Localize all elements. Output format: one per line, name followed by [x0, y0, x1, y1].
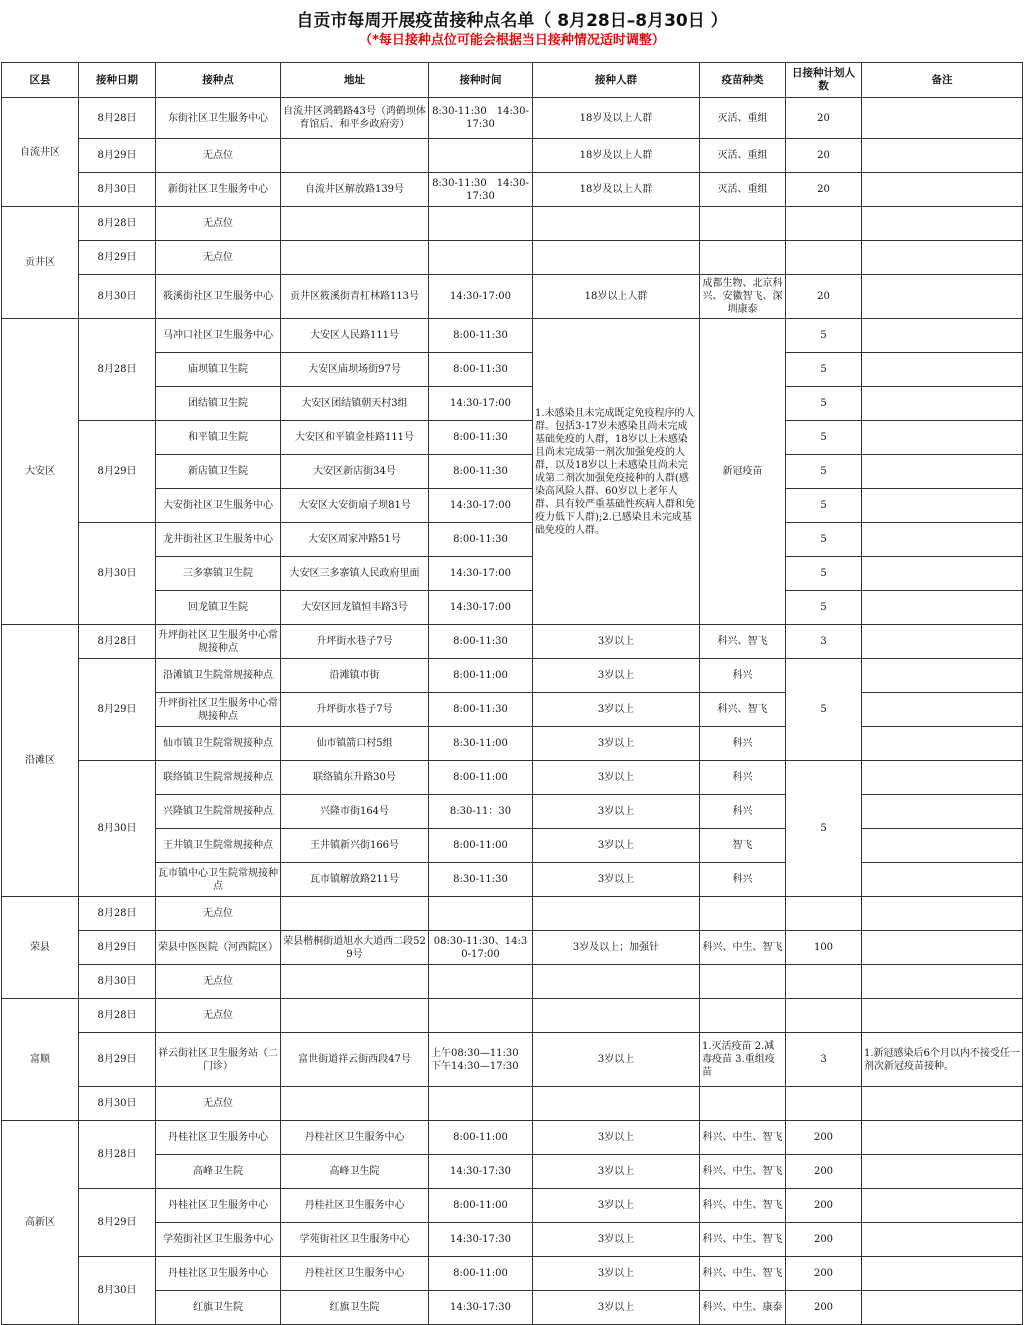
crowd-cell: 18岁及以上人群	[533, 173, 700, 207]
address-cell: 自流井区解放路139号	[281, 173, 429, 207]
crowd-cell: 3岁以上	[533, 1291, 700, 1325]
header-date: 接种日期	[79, 63, 156, 98]
address-cell: 大安区和平镇金桂路111号	[281, 421, 429, 455]
time-cell: 上午08:30—11:30 下午14:30—17:30	[429, 1033, 533, 1087]
site-cell: 和平镇卫生院	[156, 421, 281, 455]
note-cell	[862, 489, 1023, 523]
date-cell: 8月30日	[79, 173, 156, 207]
vaccine-cell: 1.灭活疫苗 2.减毒疫苗 3.重组疫苗	[700, 1033, 786, 1087]
address-cell: 荣县楷桐街道旭水大道西二段529号	[281, 931, 429, 965]
vaccine-cell: 科兴、中生、智飞	[700, 1189, 786, 1223]
count-cell: 100	[786, 931, 862, 965]
date-cell: 8月28日	[79, 207, 156, 241]
date-cell: 8月30日	[79, 523, 156, 625]
table-row	[2, 693, 1023, 727]
note-cell	[862, 319, 1023, 353]
site-cell: 无点位	[156, 207, 281, 241]
header-vaccine: 疫苗种类	[700, 63, 786, 98]
time-cell: 14:30-17:00	[429, 387, 533, 421]
date-cell: 8月28日	[79, 98, 156, 139]
crowd-cell: 3岁以上	[533, 1155, 700, 1189]
site-cell: 无点位	[156, 965, 281, 999]
time-cell: 8:30-11:00	[429, 727, 533, 761]
address-cell: 大安区人民路111号	[281, 319, 429, 353]
time-cell: 14:30-17:00	[429, 591, 533, 625]
count-cell: 5	[786, 489, 862, 523]
table-row	[2, 1121, 1023, 1155]
vaccine-cell: 灭活、重组	[700, 139, 786, 173]
table-row	[2, 659, 1023, 693]
time-cell: 14:30-17:00	[429, 489, 533, 523]
table-row	[2, 795, 1023, 829]
site-cell: 大安街社区卫生服务中心	[156, 489, 281, 523]
time-cell: 8:00-11:30	[429, 625, 533, 659]
time-cell: 14:30-17:30	[429, 1155, 533, 1189]
date-cell: 8月29日	[79, 421, 156, 523]
time-cell: 8:00-11:30	[429, 353, 533, 387]
note-cell	[862, 557, 1023, 591]
table-row	[2, 455, 1023, 489]
address-cell: 王井镇新兴街166号	[281, 829, 429, 863]
crowd-cell: 18岁及以上人群	[533, 98, 700, 139]
note-cell	[862, 659, 1023, 693]
note-cell	[862, 1291, 1023, 1325]
page-subtitle: （*每日接种点位可能会根据当日接种情况适时调整）	[359, 33, 665, 48]
address-cell: 大安区周家冲路51号	[281, 523, 429, 557]
time-cell	[429, 139, 533, 173]
crowd-cell: 3岁以上	[533, 761, 700, 795]
site-cell: 庙坝镇卫生院	[156, 353, 281, 387]
note-cell	[862, 863, 1023, 897]
time-cell: 8:00-11:00	[429, 761, 533, 795]
count-cell: 200	[786, 1121, 862, 1155]
vaccine-cell: 成都生物、北京科兴、安徽智飞、深圳康泰	[700, 275, 786, 319]
crowd-cell: 3岁以上	[533, 1257, 700, 1291]
time-cell: 8:30-11:30	[429, 863, 533, 897]
address-cell: 大安区团结镇朝天村3组	[281, 387, 429, 421]
vaccine-cell: 科兴	[700, 795, 786, 829]
time-cell: 8:00-11:30	[429, 693, 533, 727]
count-cell: 20	[786, 173, 862, 207]
site-cell: 荣县中医医院（河西院区）	[156, 931, 281, 965]
count-cell: 200	[786, 1223, 862, 1257]
crowd-cell: 3岁以上	[533, 659, 700, 693]
table-row	[2, 387, 1023, 421]
vaccine-cell: 科兴	[700, 659, 786, 693]
table-row	[2, 523, 1023, 557]
page-title: 自贡市每周开展疫苗接种点名单（ 8月28日–8月30日 ）	[296, 11, 728, 31]
site-cell: 丹桂社区卫生服务中心	[156, 1121, 281, 1155]
count-cell: 5	[786, 591, 862, 625]
address-cell: 自流井区鸿鹤路43号（鸿鹤坝体育馆后、和平乡政府旁）	[281, 98, 429, 139]
vaccine-cell: 科兴、中生、智飞	[700, 1121, 786, 1155]
time-cell: 8:00-11:30	[429, 421, 533, 455]
address-cell: 高峰卫生院	[281, 1155, 429, 1189]
note-cell	[862, 523, 1023, 557]
date-cell: 8月28日	[79, 897, 156, 931]
address-cell: 沿滩镇市街	[281, 659, 429, 693]
table-row	[2, 591, 1023, 625]
header-site: 接种点	[156, 63, 281, 98]
time-cell: 8:00-11:00	[429, 1257, 533, 1291]
date-cell: 8月30日	[79, 965, 156, 999]
address-cell: 仙市镇箭口村5组	[281, 727, 429, 761]
count-cell: 20	[786, 98, 862, 139]
table-row	[2, 207, 1023, 241]
address-cell: 大安区庙坝场街97号	[281, 353, 429, 387]
county-cell: 贡井区	[2, 207, 79, 319]
site-cell: 联络镇卫生院常规接种点	[156, 761, 281, 795]
crowd-cell: 3岁以上	[533, 693, 700, 727]
crowd-cell: 3岁以上	[533, 625, 700, 659]
address-cell: 红旗卫生院	[281, 1291, 429, 1325]
site-cell: 瓦市镇中心卫生院常规接种点	[156, 863, 281, 897]
crowd-cell: 3岁以上	[533, 795, 700, 829]
table-row	[2, 173, 1023, 207]
address-cell	[281, 139, 429, 173]
site-cell: 回龙镇卫生院	[156, 591, 281, 625]
count-cell: 20	[786, 275, 862, 319]
address-cell: 贡井区筱溪街青杠林路113号	[281, 275, 429, 319]
table-row	[2, 863, 1023, 897]
table-row	[2, 999, 1023, 1033]
crowd-cell: 18岁以上人群	[533, 275, 700, 319]
time-cell: 8:00-11:30	[429, 319, 533, 353]
table-row	[2, 1155, 1023, 1189]
note-cell	[862, 693, 1023, 727]
county-cell: 自流井区	[2, 98, 79, 207]
crowd-cell: 18岁及以上人群	[533, 139, 700, 173]
address-cell: 大安区回龙镇恒丰路3号	[281, 591, 429, 625]
vaccine-cell: 科兴、中生、智飞	[700, 931, 786, 965]
site-cell: 新街社区卫生服务中心	[156, 173, 281, 207]
address-cell: 丹桂社区卫生服务中心	[281, 1257, 429, 1291]
count-cell: 5	[786, 319, 862, 353]
date-cell: 8月28日	[79, 1121, 156, 1189]
note-cell	[862, 931, 1023, 965]
note-cell	[862, 98, 1023, 139]
note-cell	[862, 1223, 1023, 1257]
count-cell: 5	[786, 353, 862, 387]
address-cell: 丹桂社区卫生服务中心	[281, 1121, 429, 1155]
note-cell	[862, 1155, 1023, 1189]
site-cell: 无点位	[156, 1087, 281, 1121]
site-cell: 新店镇卫生院	[156, 455, 281, 489]
crowd-cell: 3岁以上	[533, 1121, 700, 1155]
county-cell: 大安区	[2, 319, 79, 625]
vaccine-cell: 科兴、中生、康泰	[700, 1291, 786, 1325]
vaccine-cell: 科兴	[700, 863, 786, 897]
count-cell: 200	[786, 1155, 862, 1189]
site-cell: 沿滩镇卫生院常规接种点	[156, 659, 281, 693]
address-cell: 大安区新店街34号	[281, 455, 429, 489]
table-row	[2, 241, 1023, 275]
count-cell: 200	[786, 1291, 862, 1325]
crowd-cell: 3岁以上	[533, 829, 700, 863]
crowd-cell: 1.未感染且未完成既定免疫程序的人群。包括3-17岁未感染且尚未完成基础免疫的人群，18岁以上未感染且尚未完成第一剂次加强免疫的人群，以及18岁以上未感染且尚未完成第二剂次加强免疫接种的人群(感染高风险人群、60岁以上老年人群、具有较严重基础性疾病人群和免疫力低下人群);2.已感染且未完成基础免疫的人群。	[533, 319, 700, 625]
note-cell	[862, 387, 1023, 421]
county-cell: 沿滩区	[2, 625, 79, 897]
time-cell: 14:30-17:30	[429, 1291, 533, 1325]
date-cell: 8月28日	[79, 999, 156, 1033]
site-cell: 龙井街社区卫生服务中心	[156, 523, 281, 557]
table-row	[2, 727, 1023, 761]
time-cell: 14:30-17:00	[429, 275, 533, 319]
site-cell: 三多寨镇卫生院	[156, 557, 281, 591]
site-cell: 无点位	[156, 999, 281, 1033]
header-crowd: 接种人群	[533, 63, 700, 98]
note-cell: 1.新冠感染后6个月以内不接受任一剂次新冠疫苗接种。	[862, 1033, 1023, 1087]
count-cell: 200	[786, 1257, 862, 1291]
vaccine-cell: 科兴	[700, 761, 786, 795]
time-cell: 8:30-11：30	[429, 795, 533, 829]
address-cell: 联络镇东升路30号	[281, 761, 429, 795]
address-cell: 兴隆市街164号	[281, 795, 429, 829]
site-cell: 学苑街社区卫生服务中心	[156, 1223, 281, 1257]
table-row	[2, 829, 1023, 863]
count-cell: 5	[786, 455, 862, 489]
time-cell: 8:00-11:30	[429, 523, 533, 557]
table-row	[2, 139, 1023, 173]
vaccine-cell: 灭活、重组	[700, 173, 786, 207]
site-cell: 高峰卫生院	[156, 1155, 281, 1189]
site-cell: 东街社区卫生服务中心	[156, 98, 281, 139]
table-row	[2, 557, 1023, 591]
vaccine-cell: 科兴、中生、智飞	[700, 1257, 786, 1291]
note-cell	[862, 173, 1023, 207]
date-cell: 8月29日	[79, 659, 156, 761]
note-cell	[862, 591, 1023, 625]
date-cell: 8月30日	[79, 275, 156, 319]
header	[0, 0, 1024, 62]
note-cell	[862, 795, 1023, 829]
vaccine-cell: 科兴、中生、智飞	[700, 1223, 786, 1257]
vaccine-cell: 智飞	[700, 829, 786, 863]
note-cell	[862, 829, 1023, 863]
site-cell: 红旗卫生院	[156, 1291, 281, 1325]
table-row	[2, 1087, 1023, 1121]
count-cell: 5	[786, 557, 862, 591]
site-cell: 无点位	[156, 139, 281, 173]
site-cell: 祥云街社区卫生服务站（二门诊）	[156, 1033, 281, 1087]
table-row	[2, 897, 1023, 931]
time-cell: 08:30-11:30、14:30-17:00	[429, 931, 533, 965]
site-cell: 筱溪街社区卫生服务中心	[156, 275, 281, 319]
date-cell: 8月29日	[79, 139, 156, 173]
county-cell: 荣县	[2, 897, 79, 999]
time-cell: 14:30-17:00	[429, 557, 533, 591]
site-cell: 升坪街社区卫生服务中心常规接种点	[156, 625, 281, 659]
vaccine-cell: 灭活、重组	[700, 98, 786, 139]
table-row	[2, 489, 1023, 523]
crowd-cell: 3岁以上	[533, 1189, 700, 1223]
address-cell: 升坪街水巷子7号	[281, 693, 429, 727]
date-cell: 8月29日	[79, 1189, 156, 1257]
vaccine-cell: 科兴、中生、智飞	[700, 1155, 786, 1189]
count-cell: 200	[786, 1189, 862, 1223]
site-cell: 无点位	[156, 241, 281, 275]
time-cell: 8:30-11:30 14:30-17:30	[429, 173, 533, 207]
count-cell: 5	[786, 421, 862, 455]
site-cell: 王井镇卫生院常规接种点	[156, 829, 281, 863]
time-cell: 8:00-11:30	[429, 455, 533, 489]
note-cell	[862, 421, 1023, 455]
count-cell: 3	[786, 625, 862, 659]
note-cell	[862, 1121, 1023, 1155]
count-cell: 3	[786, 1033, 862, 1087]
address-cell: 升坪街水巷子7号	[281, 625, 429, 659]
note-cell	[862, 353, 1023, 387]
date-cell: 8月29日	[79, 1033, 156, 1087]
time-cell: 14:30-17:30	[429, 1223, 533, 1257]
vaccine-cell: 科兴	[700, 727, 786, 761]
header-time: 接种时间	[429, 63, 533, 98]
crowd-cell: 3岁及以上；加强针	[533, 931, 700, 965]
vaccine-cell: 科兴、智飞	[700, 625, 786, 659]
note-cell	[862, 625, 1023, 659]
table-row	[2, 761, 1023, 795]
count-cell: 5	[786, 659, 862, 761]
site-cell: 马冲口社区卫生服务中心	[156, 319, 281, 353]
crowd-cell: 3岁以上	[533, 863, 700, 897]
time-cell: 8:00-11:00	[429, 1121, 533, 1155]
crowd-cell: 3岁以上	[533, 1223, 700, 1257]
count-cell: 5	[786, 523, 862, 557]
vaccine-cell: 科兴、智飞	[700, 693, 786, 727]
note-cell	[862, 1189, 1023, 1223]
date-cell: 8月30日	[79, 761, 156, 897]
date-cell: 8月29日	[79, 241, 156, 275]
vaccination-table	[1, 62, 1023, 1325]
table-row	[2, 319, 1023, 353]
date-cell: 8月30日	[79, 1257, 156, 1325]
time-cell: 8:30-11:30 14:30-17:30	[429, 98, 533, 139]
table-row	[2, 1291, 1023, 1325]
site-cell: 无点位	[156, 897, 281, 931]
time-cell: 8:00-11:00	[429, 1189, 533, 1223]
table-row	[2, 98, 1023, 139]
note-cell	[862, 275, 1023, 319]
county-cell: 富顺	[2, 999, 79, 1121]
county-cell: 高新区	[2, 1121, 79, 1325]
count-cell: 5	[786, 387, 862, 421]
site-cell: 丹桂社区卫生服务中心	[156, 1189, 281, 1223]
crowd-cell: 3岁以上	[533, 1033, 700, 1087]
crowd-cell: 3岁以上	[533, 727, 700, 761]
table-row	[2, 421, 1023, 455]
header-address: 地址	[281, 63, 429, 98]
date-cell: 8月30日	[79, 1087, 156, 1121]
header-count: 日接种计划人数	[786, 63, 862, 98]
address-cell: 学苑街社区卫生服务中心	[281, 1223, 429, 1257]
table-row	[2, 625, 1023, 659]
address-cell: 大安区大安街扇子坝81号	[281, 489, 429, 523]
date-cell: 8月28日	[79, 319, 156, 421]
address-cell: 富世街道祥云街西段47号	[281, 1033, 429, 1087]
time-cell: 8:00-11:00	[429, 659, 533, 693]
note-cell	[862, 455, 1023, 489]
table-row	[2, 1189, 1023, 1223]
date-cell: 8月28日	[79, 625, 156, 659]
table-row	[2, 1257, 1023, 1291]
note-cell	[862, 1257, 1023, 1291]
note-cell	[862, 139, 1023, 173]
table-row	[2, 1223, 1023, 1257]
table-row	[2, 353, 1023, 387]
address-cell: 瓦市镇解放路211号	[281, 863, 429, 897]
note-cell	[862, 727, 1023, 761]
table-row	[2, 1033, 1023, 1087]
site-cell: 丹桂社区卫生服务中心	[156, 1257, 281, 1291]
time-cell: 8:00-11:00	[429, 829, 533, 863]
header-county: 区县	[2, 63, 79, 98]
address-cell: 丹桂社区卫生服务中心	[281, 1189, 429, 1223]
table-row	[2, 965, 1023, 999]
header-row	[2, 63, 1023, 98]
vaccine-cell: 新冠疫苗	[700, 319, 786, 625]
table-row	[2, 275, 1023, 319]
site-cell: 兴隆镇卫生院常规接种点	[156, 795, 281, 829]
count-cell: 20	[786, 139, 862, 173]
note-cell	[862, 761, 1023, 795]
site-cell: 团结镇卫生院	[156, 387, 281, 421]
site-cell: 仙市镇卫生院常规接种点	[156, 727, 281, 761]
date-cell: 8月29日	[79, 931, 156, 965]
table-row	[2, 931, 1023, 965]
header-note: 备注	[862, 63, 1023, 98]
address-cell: 大安区三多寨镇人民政府里面	[281, 557, 429, 591]
count-cell: 5	[786, 761, 862, 897]
site-cell: 升坪街社区卫生服务中心常规接种点	[156, 693, 281, 727]
